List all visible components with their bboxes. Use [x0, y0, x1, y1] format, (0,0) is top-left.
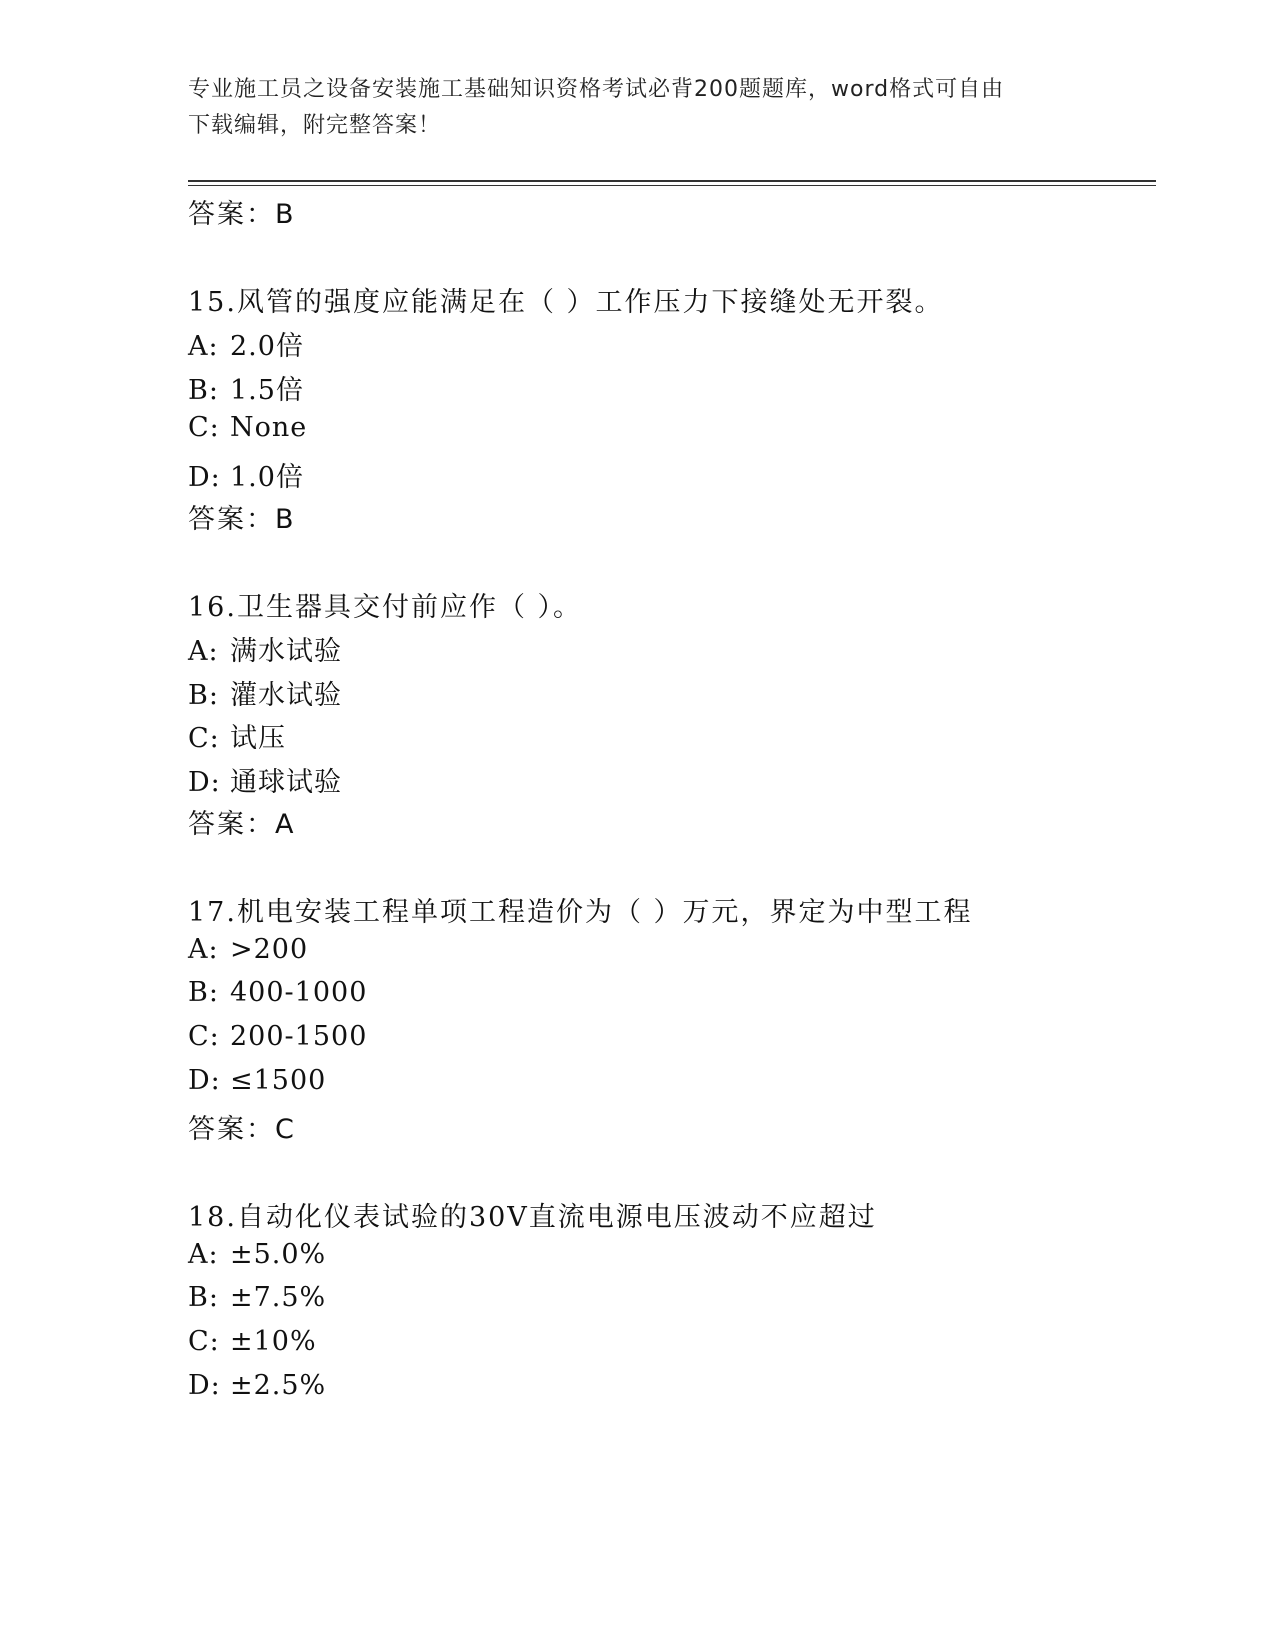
option-a: A: >200 — [188, 934, 309, 965]
answer-15: 答案：B — [188, 504, 296, 535]
option-b: B: ±7.5% — [188, 1282, 327, 1313]
answer-17: 答案：C — [188, 1114, 296, 1145]
document-header — [188, 72, 1088, 144]
option-d: D: ±2.5% — [188, 1370, 327, 1401]
option-c: C: ±10% — [188, 1326, 317, 1357]
question-15: 15.风管的强度应能满足在（ ）工作压力下接缝处无开裂。 — [188, 287, 944, 318]
option-c: C: None — [188, 412, 308, 443]
option-d: D: 1.0倍 — [188, 462, 304, 493]
option-a: A: 满水试验 — [188, 636, 342, 667]
option-a: A: ±5.0% — [188, 1239, 327, 1270]
question-18: 18.自动化仪表试验的30V直流电源电压波动不应超过 — [188, 1202, 877, 1233]
option-b: B: 灌水试验 — [188, 680, 342, 711]
question-16: 16.卫生器具交付前应作（ ）。 — [188, 592, 583, 623]
option-c: C: 试压 — [188, 723, 286, 754]
option-b: B: 400-1000 — [188, 977, 368, 1008]
option-d: D: 通球试验 — [188, 767, 342, 798]
header-line-1: 专业施工员之设备安装施工基础知识资格考试必背200题题库，word格式可自由 — [188, 77, 1005, 102]
question-17: 17.机电安装工程单项工程造价为（ ）万元，界定为中型工程 — [188, 897, 973, 928]
option-c: C: 200-1500 — [188, 1021, 368, 1052]
option-b: B: 1.5倍 — [188, 375, 304, 406]
option-d: D: ≤1500 — [188, 1065, 327, 1096]
header-divider — [188, 180, 1156, 182]
answer-14: 答案：B — [188, 199, 296, 230]
header-line-2: 下载编辑，附完整答案！ — [188, 113, 442, 138]
header-divider-thin — [188, 185, 1156, 186]
answer-16: 答案：A — [188, 809, 296, 840]
option-a: A: 2.0倍 — [188, 331, 304, 362]
